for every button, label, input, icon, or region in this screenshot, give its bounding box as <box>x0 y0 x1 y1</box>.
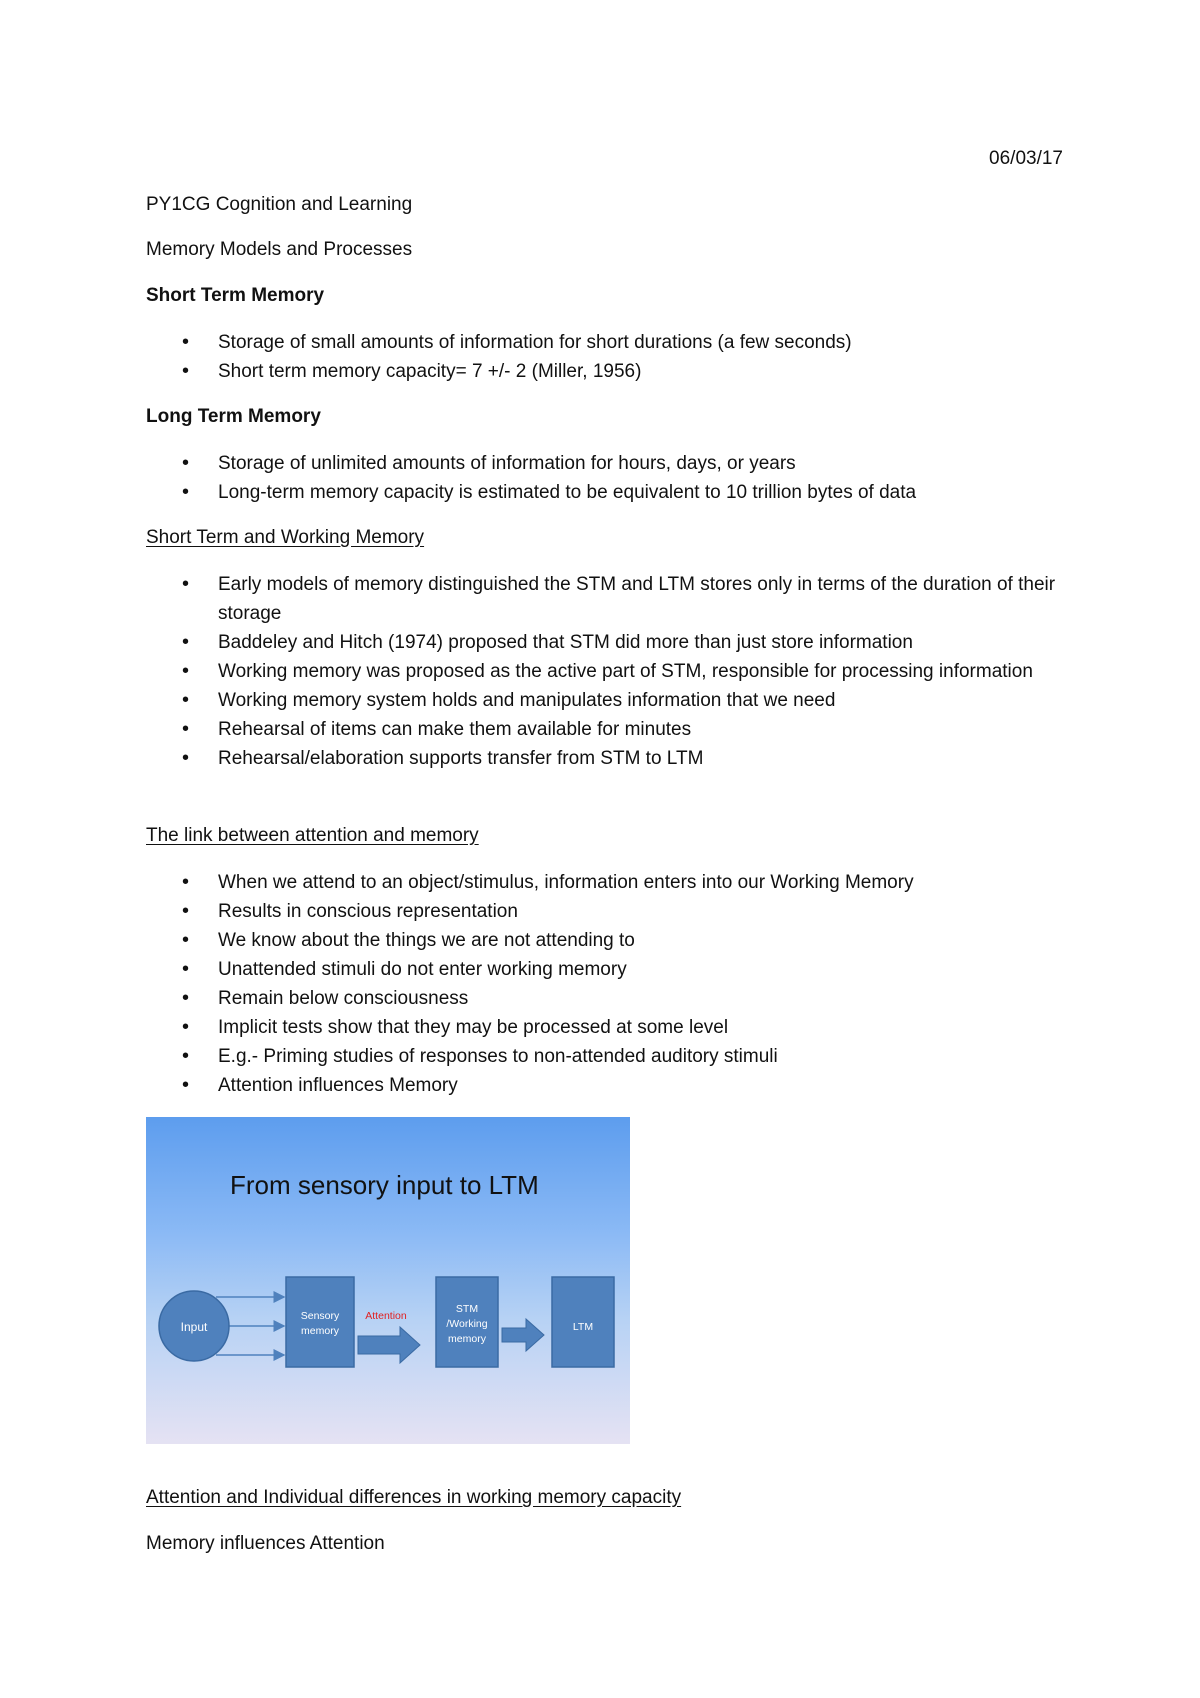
list-item: • Working memory system holds and manipulates information that we need <box>146 686 1066 715</box>
stm-heading: Short Term Memory <box>146 285 325 306</box>
attention-memory-bullet-list <box>146 868 1066 1100</box>
list-item: • Baddeley and Hitch (1974) proposed that STM did more than just store information <box>146 628 1066 657</box>
transfer-arrow <box>502 1319 544 1351</box>
list-item: • When we attend to an object/stimulus, information enters into our Working Memory <box>146 868 1066 897</box>
lecture-topic: Memory Models and Processes <box>146 239 413 260</box>
list-item: • Implicit tests show that they may be processed at some level <box>146 1013 1066 1042</box>
list-item: • Long-term memory capacity is estimated to be equivalent to 10 trillion bytes of data <box>146 478 1066 507</box>
list-item: • Attention influences Memory <box>146 1071 1066 1100</box>
list-item: • We know about the things we are not attending to <box>146 926 1066 955</box>
diagram-title: From sensory input to LTM <box>230 1170 539 1200</box>
closing-line: Memory influences Attention <box>146 1533 385 1554</box>
list-item: • E.g.- Priming studies of responses to non-attended auditory stimuli <box>146 1042 1066 1071</box>
working-memory-heading: Short Term and Working Memory <box>146 527 425 548</box>
ltm-label: LTM <box>572 1321 594 1333</box>
stm-bullet-list <box>146 328 1066 386</box>
ltm-heading: Long Term Memory <box>146 406 321 427</box>
sensory-memory-box <box>286 1277 354 1367</box>
input-label: Input <box>180 1320 208 1334</box>
list-item: • Rehearsal/elaboration supports transfer from STM to LTM <box>146 744 1066 773</box>
list-item: • Short term memory capacity= 7 +/- 2 (Miller, 1956) <box>146 357 1066 386</box>
list-item: • Storage of unlimited amounts of information for hours, days, or years <box>146 449 1066 478</box>
list-item: • Remain below consciousness <box>146 984 1066 1013</box>
working-memory-bullet-list <box>146 570 1066 773</box>
course-title: PY1CG Cognition and Learning <box>146 194 413 215</box>
list-item: • Working memory was proposed as the active part of STM, responsible for processing information <box>146 657 1066 686</box>
sensory-memory-label: Sensory <box>300 1310 340 1322</box>
individual-differences-heading: Attention and Individual differences in working memory capacity <box>146 1487 682 1508</box>
stm-label: /Working <box>446 1318 488 1330</box>
list-item: • Results in conscious representation <box>146 897 1066 926</box>
stm-label: memory <box>448 1333 486 1345</box>
attention-label: Attention <box>365 1310 407 1322</box>
list-item: • Early models of memory distinguished the STM and LTM stores only in terms of the duration of their storage <box>146 570 1066 628</box>
attention-arrow <box>358 1327 420 1363</box>
list-item: • Storage of small amounts of information for short durations (a few seconds) <box>146 328 1066 357</box>
memory-flow-svg <box>146 1117 630 1444</box>
list-item: • Rehearsal of items can make them available for minutes <box>146 715 1066 744</box>
stm-label: STM <box>455 1303 479 1315</box>
sensory-memory-label: memory <box>301 1325 339 1337</box>
attention-memory-link-heading: The link between attention and memory <box>146 825 479 846</box>
list-item: • Unattended stimuli do not enter working memory <box>146 955 1066 984</box>
ltm-bullet-list <box>146 449 1066 507</box>
document-date: 06/03/17 <box>989 148 1063 169</box>
memory-flow-diagram <box>146 1117 630 1444</box>
